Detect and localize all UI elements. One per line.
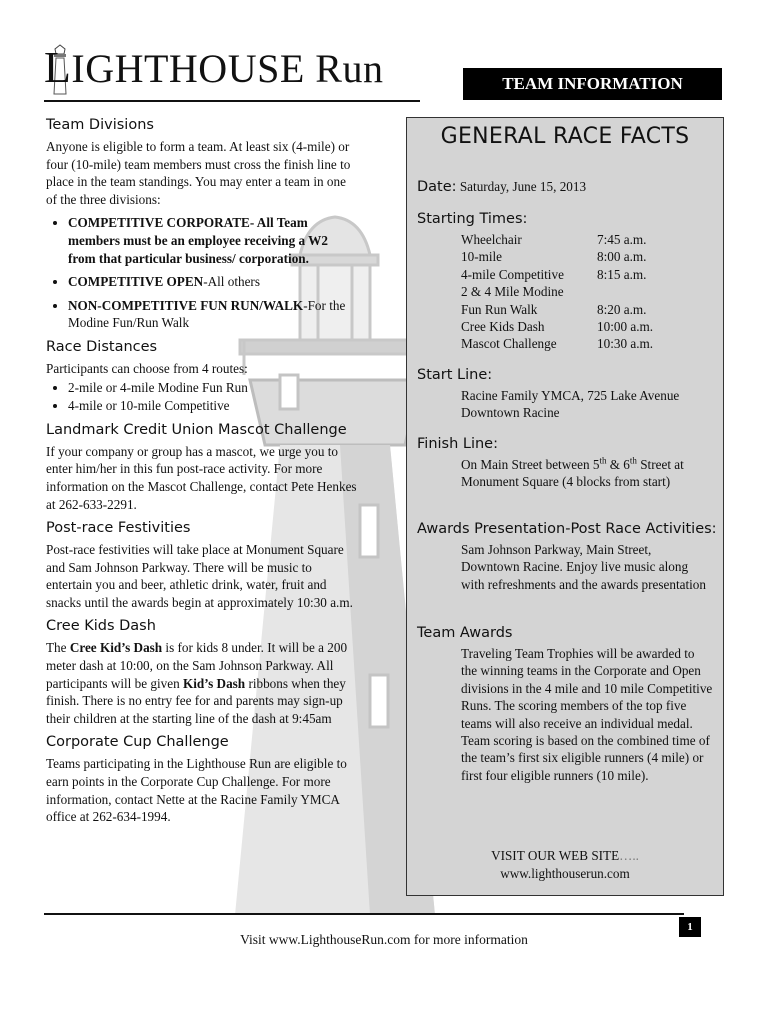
finish-text-part: Street at Monument Square (4 blocks from start)	[461, 457, 684, 490]
date-row	[417, 178, 586, 196]
team-awards-heading: Team Awards	[417, 625, 513, 641]
visit-website	[407, 847, 723, 883]
distance-list	[46, 379, 358, 415]
time-event: Wheelchair	[461, 232, 522, 247]
division-desc: -All others	[203, 274, 260, 290]
division-list	[46, 214, 358, 332]
masthead-rest: IGHTHOUSE Run	[71, 46, 384, 91]
time-row	[461, 301, 713, 318]
time-event: 2 & 4 Mile Modine	[461, 284, 564, 300]
footer-text: Visit www.LighthouseRun.com for more information	[240, 932, 528, 947]
starting-times-table	[461, 231, 713, 353]
race-distances-intro: Participants can choose from 4 routes:	[46, 360, 248, 376]
race-distances-heading: Race Distances	[46, 338, 158, 355]
masthead-rule	[44, 100, 420, 102]
team-awards-text: Traveling Team Trophies will be awarded to the winning teams in the Corporate and Open divisions in the 4 mile and 10 mile Competitive Runs. The scoring members of the top five teams will also receive an individual medal. Team scoring is based on the combined time of the team’s first six eligible runners (4 mile) or first four eligible runners (10 mile).	[461, 646, 713, 783]
awards-text: Sam Johnson Parkway, Main Street, Downtown Racine. Enjoy live music along with refreshments and the awards presentation	[461, 542, 706, 592]
time-row	[461, 335, 713, 352]
time-event: Mascot Challenge	[461, 336, 557, 352]
visit-line	[407, 847, 723, 865]
time-row	[461, 231, 713, 248]
start-line-address: Racine Family YMCA, 725 Lake Avenue	[461, 388, 680, 403]
time-value: 8:20 a.m.	[597, 301, 647, 317]
team-divisions-heading: Team Divisions	[46, 117, 154, 133]
date-label: Date:	[417, 179, 457, 195]
kids-dash-heading: Cree Kids Dash	[46, 618, 156, 635]
time-value: 10:00 a.m.	[597, 319, 654, 335]
time-value: 8:15 a.m.	[597, 266, 647, 282]
team-divisions-intro: Anyone is eligible to form a team. At least six (4-mile) or four (10-mile) team members must cross the finish line to place in the team standings. You may enter a team in one of the three divisions:	[46, 139, 351, 207]
time-event: Fun Run Walk	[461, 301, 538, 317]
starting-times-heading: Starting Times:	[417, 211, 528, 227]
kids-dash-bold: Cree Kid’s Dash	[69, 640, 163, 656]
time-value: 7:45 a.m.	[597, 232, 647, 247]
time-event: 10-mile	[461, 249, 503, 265]
division-name: COMPETITIVE CORPORATE- All Team members must be an employee receiving a W2 from that particular business/ corporation.	[68, 215, 328, 266]
visit-label: VISIT OUR WEB SITE	[491, 848, 620, 863]
time-row	[461, 283, 713, 300]
footer-rule	[44, 913, 684, 915]
division-item	[68, 273, 358, 291]
start-line-text	[461, 387, 713, 422]
time-event: 4-mile Competitive	[461, 266, 564, 282]
corporate-cup-heading: Corporate Cup Challenge	[46, 734, 229, 751]
start-line-city: Downtown Racine	[461, 405, 560, 421]
masthead-initial: L	[44, 43, 72, 92]
website-link[interactable]: www.lighthouserun.com	[500, 866, 630, 881]
general-race-facts-box	[406, 117, 724, 896]
time-row	[461, 318, 713, 335]
masthead-title	[44, 43, 384, 92]
time-row	[461, 266, 713, 283]
finish-text-part: & 6	[606, 457, 630, 472]
festivities-heading: Post-race Festivities	[46, 520, 191, 537]
kids-dash-bold: Kid’s Dash	[182, 675, 246, 691]
corporate-cup-text: Teams participating in the Lighthouse Run are eligible to earn points in the Corporate Cup Challenge. For more information, contact Nette at the Racine Family YMCA office at 262-634-1994.	[46, 756, 347, 825]
section-tag: TEAM INFORMATION	[463, 68, 722, 100]
time-event: Cree Kids Dash	[461, 319, 545, 335]
distance-item: • 4-mile or 10-mile Competitive	[68, 397, 358, 415]
start-line-heading: Start Line:	[417, 367, 493, 383]
time-value: 8:00 a.m.	[597, 249, 647, 265]
kids-dash-text	[46, 639, 358, 727]
finish-sup: th	[599, 455, 607, 466]
division-item	[68, 214, 358, 267]
distance-item: • 2-mile or 4-mile Modine Fun Run	[68, 379, 358, 397]
mascot-text: If your company or group has a mascot, we urge you to enter him/her in this fun post-race activity. For more information on the Mascot Challenge, contact Pete Henkes at 262-633-2291.	[46, 443, 357, 512]
kids-dash-text-part: The	[46, 640, 70, 656]
division-desc: -For the Modine Fun/Run Walk	[68, 297, 346, 331]
finish-line-heading: Finish Line:	[417, 436, 498, 452]
finish-text-part: On Main Street between 5	[461, 457, 600, 472]
division-item	[68, 297, 358, 332]
facts-title: GENERAL RACE FACTS	[440, 124, 690, 149]
festivities-text: Post-race festivities will take place at Monument Square and Sam Johnson Parkway. There will be music to entertain you and beer, athletic drink, water, fruit and snacks until the awards begin at approximately 10:30 a.m.	[46, 542, 353, 610]
division-name: NON-COMPETITIVE FUN RUN/WALK	[68, 297, 304, 313]
finish-line-text	[461, 456, 713, 491]
time-row	[461, 248, 713, 265]
left-column	[46, 116, 358, 832]
visit-dots: …..	[619, 848, 639, 863]
kids-dash-text-part: is for kids 8 under. It will be a 200 meter dash at 10:00, on the Sam Johnson Parkway. All participants will be given	[46, 640, 348, 691]
page-number: 1	[679, 917, 701, 937]
date-value: Saturday, June 15, 2013	[456, 179, 587, 194]
finish-sup: th	[629, 455, 637, 466]
time-value: 10:30 a.m.	[597, 336, 654, 352]
division-name: COMPETITIVE OPEN	[68, 274, 204, 290]
mascot-heading: Landmark Credit Union Mascot Challenge	[46, 421, 347, 438]
kids-dash-text-part: ribbons when they finish. There is no entry fee for and parents may sign-up their children at the starting line of the dash at 9:45am	[46, 675, 346, 726]
awards-heading: Awards Presentation-Post Race Activities:	[417, 521, 717, 537]
